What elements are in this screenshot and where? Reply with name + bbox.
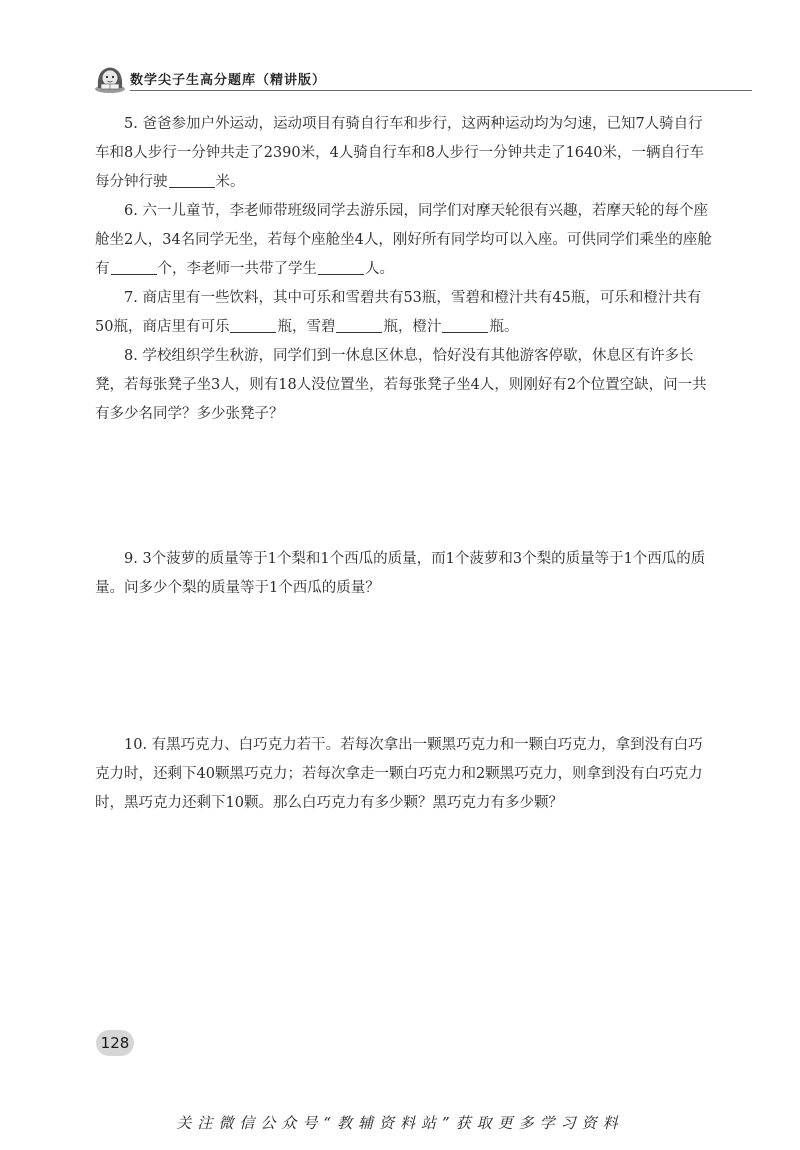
problem-9 [95, 545, 715, 603]
page-header [92, 58, 752, 94]
problem-5 [95, 110, 715, 197]
book-title: 数学尖子生高分题库（精讲版） [130, 73, 327, 88]
problem-10 [95, 731, 715, 818]
problem-number: 8. [124, 348, 138, 364]
mascot-logo-icon [92, 58, 128, 94]
page-number: 128 [100, 1034, 130, 1052]
problem-text: 瓶。 [489, 319, 519, 335]
problem-text: 人。 [365, 261, 394, 277]
problem-text: 米。 [215, 174, 245, 190]
problem-number: 10. [124, 737, 148, 753]
problem-list [95, 110, 715, 818]
answer-blank [169, 173, 215, 189]
answer-blank [230, 318, 276, 334]
problem-text: 商店里有一些饮料，其中可乐和雪碧共有53瓶，雪碧和橙汁共有45瓶，可乐和橙汁共有50瓶，商店里有可乐 [95, 290, 702, 335]
answer-blank [111, 260, 157, 276]
page-number-badge [96, 1030, 134, 1056]
problem-number: 5. [124, 116, 138, 132]
answer-blank [318, 260, 364, 276]
problem-8 [95, 342, 715, 429]
answer-space [95, 603, 715, 731]
problem-text: 3个菠萝的质量等于1个梨和1个西瓜的质量，而1个菠萝和3个梨的质量等于1个西瓜的质量。问多少个梨的质量等于1个西瓜的质量？ [95, 551, 706, 596]
answer-space [95, 429, 715, 545]
problem-number: 6. [124, 203, 138, 219]
problem-text: 瓶，雪碧 [277, 319, 336, 335]
answer-blank [442, 318, 488, 334]
problem-number: 9. [124, 551, 138, 567]
problem-number: 7. [124, 290, 138, 306]
footer-note: 关注微信公众号“教辅资料站”获取更多学习资料 [176, 1114, 624, 1132]
problem-text: 个，李老师一共带了学生 [157, 261, 317, 277]
problem-6 [95, 197, 715, 284]
problem-text: 有黑巧克力、白巧克力若干。若每次拿出一颗黑巧克力和一颗白巧克力，拿到没有白巧克力时，还剩下40颗黑巧克力；若每次拿走一颗白巧克力和2颗黑巧克力，则拿到没有白巧克力时，黑巧克力还剩下10颗。那么白巧克力有多少颗？黑巧克力有多少颗？ [95, 737, 703, 811]
problem-text: 瓶，橙汁 [383, 319, 442, 335]
answer-blank [336, 318, 382, 334]
header-divider [130, 90, 752, 91]
problem-text: 学校组织学生秋游，同学们到一休息区休息，恰好没有其他游客停歇，休息区有许多长凳，若每张凳子坐3人，则有18人没位置坐，若每张凳子坐4人，则刚好有2个位置空缺，问一共有多少名同学？多少张凳子？ [95, 348, 707, 422]
problem-text: 六一儿童节，李老师带班级同学去游乐园，同学们对摩天轮很有兴趣，若摩天轮的每个座舱坐2人，34名同学无坐，若每个座舱坐4人，刚好所有同学均可以入座。可供同学们乘坐的座舱有 [95, 203, 712, 277]
problem-text: 爸爸参加户外运动，运动项目有骑自行车和步行，这两种运动均为匀速，已知7人骑自行车和8人步行一分钟共走了2390米，4人骑自行车和8人步行一分钟共走了1640米，一辆自行车每分钟行驶 [95, 116, 704, 190]
problem-7 [95, 284, 715, 342]
